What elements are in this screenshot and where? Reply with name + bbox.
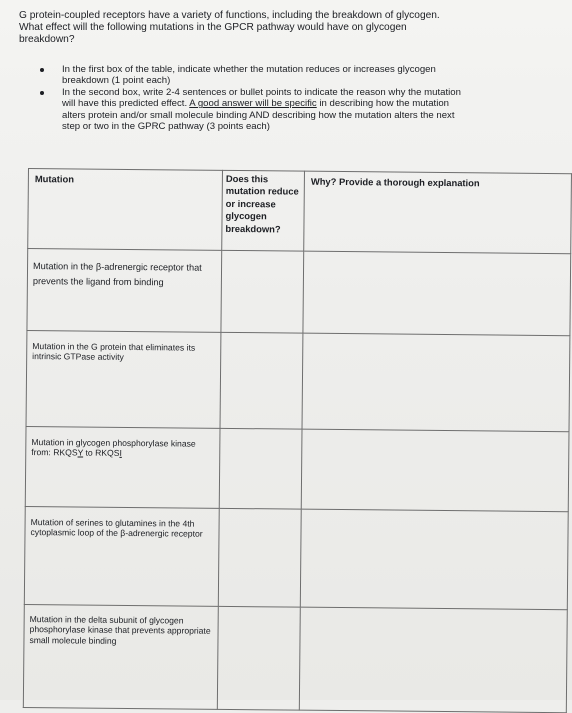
instruction-list [40,64,470,132]
mutation-cell: Mutation in the delta subunit of glycogen phosphorylase kinase that prevents appropriate small molecule binding [23,604,218,709]
table-header-row [28,169,572,254]
mutation-table [23,168,572,713]
header-why: Why? Provide a thorough explanation [304,171,572,254]
question-intro: G protein-coupled receptors have a variety of functions, including the breakdown of glycogen. What effect will the following mutations in the GPCR pathway would have on glycogen breakdown? [19,10,440,45]
instruction-second-emphasis: A good answer will be specific [189,98,317,110]
explanation-answer-cell[interactable] [300,509,568,610]
mutation-cell: Mutation in the β-adrenergic receptor that prevents the ligand from binding [27,249,222,333]
instruction-second-rest: in describing how the mutation alters protein and/or small molecule binding AND describing how the mutation alters the next step or two in the GPRC pathway (3 points each) [62,98,455,133]
mutation-text: Mutation in glycogen phosphorylase kinase from: [31,437,196,458]
explanation-answer-cell[interactable] [299,607,567,713]
effect-answer-cell[interactable] [217,606,300,710]
table-row [27,249,571,336]
instruction-first [40,64,470,87]
header-effect: Does this mutation reduce or increase glycogen breakdown? [222,170,305,251]
header-mutation: Mutation [28,169,223,251]
instruction-second-text: In the second box, write 2-4 sentences or bullet points to indicate the reason why the mutation will have this predicted effect. [62,86,461,110]
instruction-first-text: In the first box of the table, indicate whether the mutation reduces or increases glycogen breakdown (1 point each) [62,64,436,87]
effect-answer-cell[interactable] [220,332,303,429]
instruction-second [40,87,470,133]
table-row [24,506,568,609]
mutation-cell: Mutation in glycogen phosphorylase kinase from: RKQSY to RKQSI [25,426,220,508]
table-row [25,426,569,511]
table-row [26,330,570,431]
table-row [23,604,567,712]
effect-answer-cell[interactable] [218,508,301,607]
sequence-from: RKQSY [53,447,84,458]
mutation-cell: Mutation of serines to glutamines in the 4th cytoplasmic loop of the β-adrenergic receptor [24,506,219,606]
explanation-answer-cell[interactable] [303,251,571,336]
effect-answer-cell[interactable] [219,428,302,509]
mutation-cell: Mutation in the G protein that eliminates its intrinsic GTPase activity [26,330,221,428]
effect-answer-cell[interactable] [221,250,304,333]
sequence-to: RKQSI [95,448,122,459]
explanation-answer-cell[interactable] [301,429,569,512]
explanation-answer-cell[interactable] [302,333,570,432]
